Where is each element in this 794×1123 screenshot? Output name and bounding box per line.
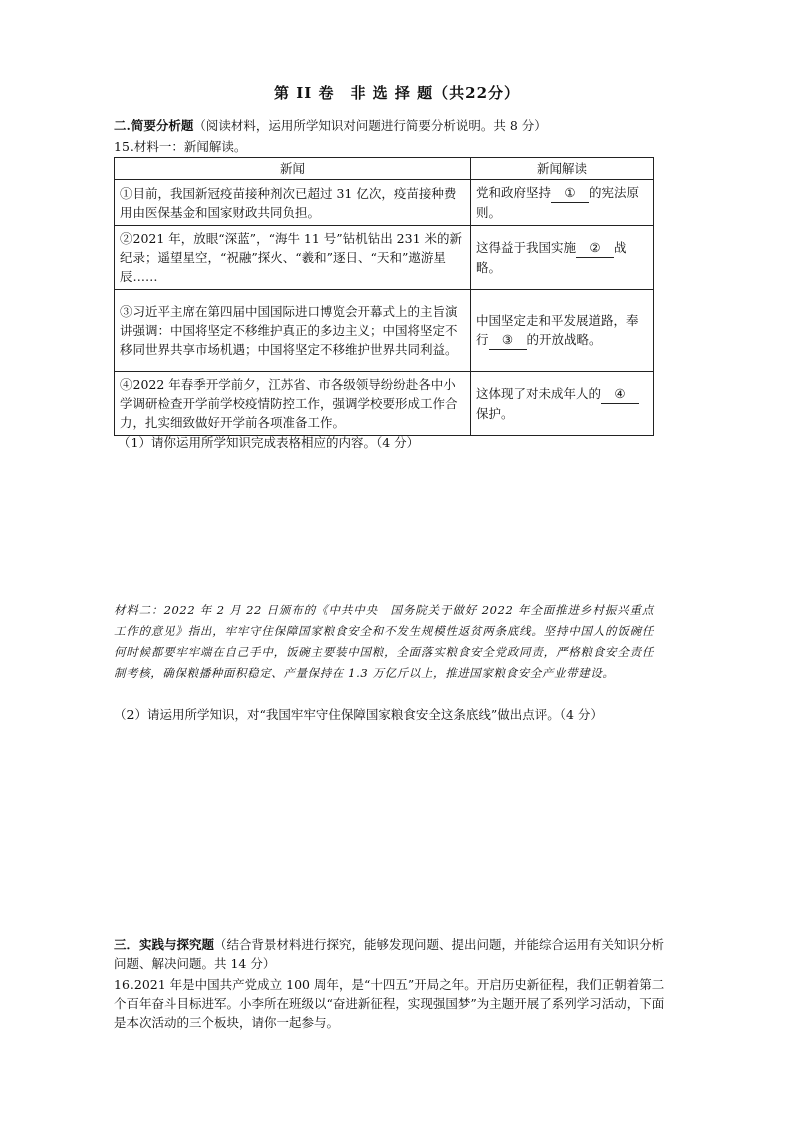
table-row [115, 226, 654, 290]
section3-heading [114, 935, 666, 973]
fill-blank-3[interactable]: ③ [489, 330, 527, 350]
interpretation-text: 中国坚定走和平发展道路，奉行 [476, 313, 639, 347]
news-cell: ②2021 年，放眼“深蓝”，“海牛 11 号”钻机钻出 231 米的新纪录；遥望星空，“祝融”探火、“羲和”逐日、“天和”遨游星辰…… [115, 226, 471, 290]
section2-title: 二.简要分析题 [114, 118, 194, 133]
fill-blank-4[interactable]: ④ [601, 384, 639, 404]
news-interpretation-table [114, 157, 654, 436]
news-cell: ③习近平主席在第四届中国国际进口博览会开幕式上的主旨演讲强调：中国将坚定不移维护真正的多边主义；中国将坚定不移同世界共享市场机遇；中国将坚定不移维护世界共同利益。 [115, 290, 471, 372]
interpretation-cell [471, 372, 654, 436]
header-interpretation: 新闻解读 [471, 158, 654, 180]
fill-blank-1[interactable]: ① [551, 183, 589, 203]
question16-text: 16.2021 年是中国共产党成立 100 周年，是“十四五”开局之年。开启历史新征程，我们正朝着第二个百年奋斗目标进军。小李所在班级以“奋进新征程，实现强国梦”为主题开展了系列学习活动，下面是本次活动的三个板块，请你一起参与。 [114, 977, 665, 1030]
question15-intro: 15.材料一：新闻解读。 [114, 139, 247, 154]
section2-heading [114, 116, 547, 135]
question15-part2: （2）请运用所学知识，对“我国牢牢守住保障国家粮食安全这条底线”做出点评。（4 分） [114, 707, 603, 722]
material-two: 材料二：2022 年 2 月 22 日颁布的《中共中央 国务院关于做好 2022 年全面推进乡村振兴重点工作的意见》指出，牢牢守住保障国家粮食安全和不发生规模性返贫两条底线。坚持中国人的饭碗任何时候都要牢牢端在自己手中，饭碗主要装中国粮，全面落实粮食安全党政同责，严格粮食安全责任制考核，确保粮播种面积稳定、产量保持在 1.3 万亿斤以上，推进国家粮食安全产业带建设。 [114, 603, 654, 680]
fill-blank-2[interactable]: ② [576, 238, 614, 258]
interpretation-cell [471, 226, 654, 290]
table-row [115, 290, 654, 372]
table-row [115, 180, 654, 226]
interpretation-text: 这得益于我国实施 [476, 240, 577, 255]
table-row [115, 372, 654, 436]
interpretation-text: 保护。 [476, 406, 514, 421]
interpretation-text: 的开放战略。 [526, 332, 602, 347]
news-cell: ①目前，我国新冠疫苗接种剂次已超过 31 亿次，疫苗接种费用由医保基金和国家财政共同负担。 [115, 180, 471, 226]
section2-description: （阅读材料，运用所学知识对问题进行简要分析说明。共 8 分） [193, 118, 547, 133]
interpretation-text: 的宪法原则。 [476, 185, 640, 220]
interpretation-cell [471, 290, 654, 372]
interpretation-cell [471, 180, 654, 226]
interpretation-text: 这体现了对未成年人的 [476, 386, 602, 401]
header-news: 新闻 [115, 158, 471, 180]
table-header-row [115, 158, 654, 180]
exam-part-title: 第 II 卷 非 选 择 题（共22分） [273, 84, 521, 102]
news-cell: ④2022 年春季开学前夕，江苏省、市各级领导纷纷赴各中小学调研检查开学前学校疫情防控工作，强调学校要形成工作合力，扎实细致做好开学前各项准备工作。 [115, 372, 471, 436]
section3-title: 三．实践与探究题 [114, 937, 215, 952]
section3-description: （结合背景材料进行探究，能够发现问题、提出问题，并能综合运用有关知识分析问题、解决问题。共 14 分） [114, 937, 665, 971]
interpretation-text: 党和政府坚持 [476, 185, 552, 200]
interpretation-text: 战略。 [476, 240, 627, 275]
question15-part1: （1）请你运用所学知识完成表格相应的内容。（4 分） [118, 435, 420, 450]
